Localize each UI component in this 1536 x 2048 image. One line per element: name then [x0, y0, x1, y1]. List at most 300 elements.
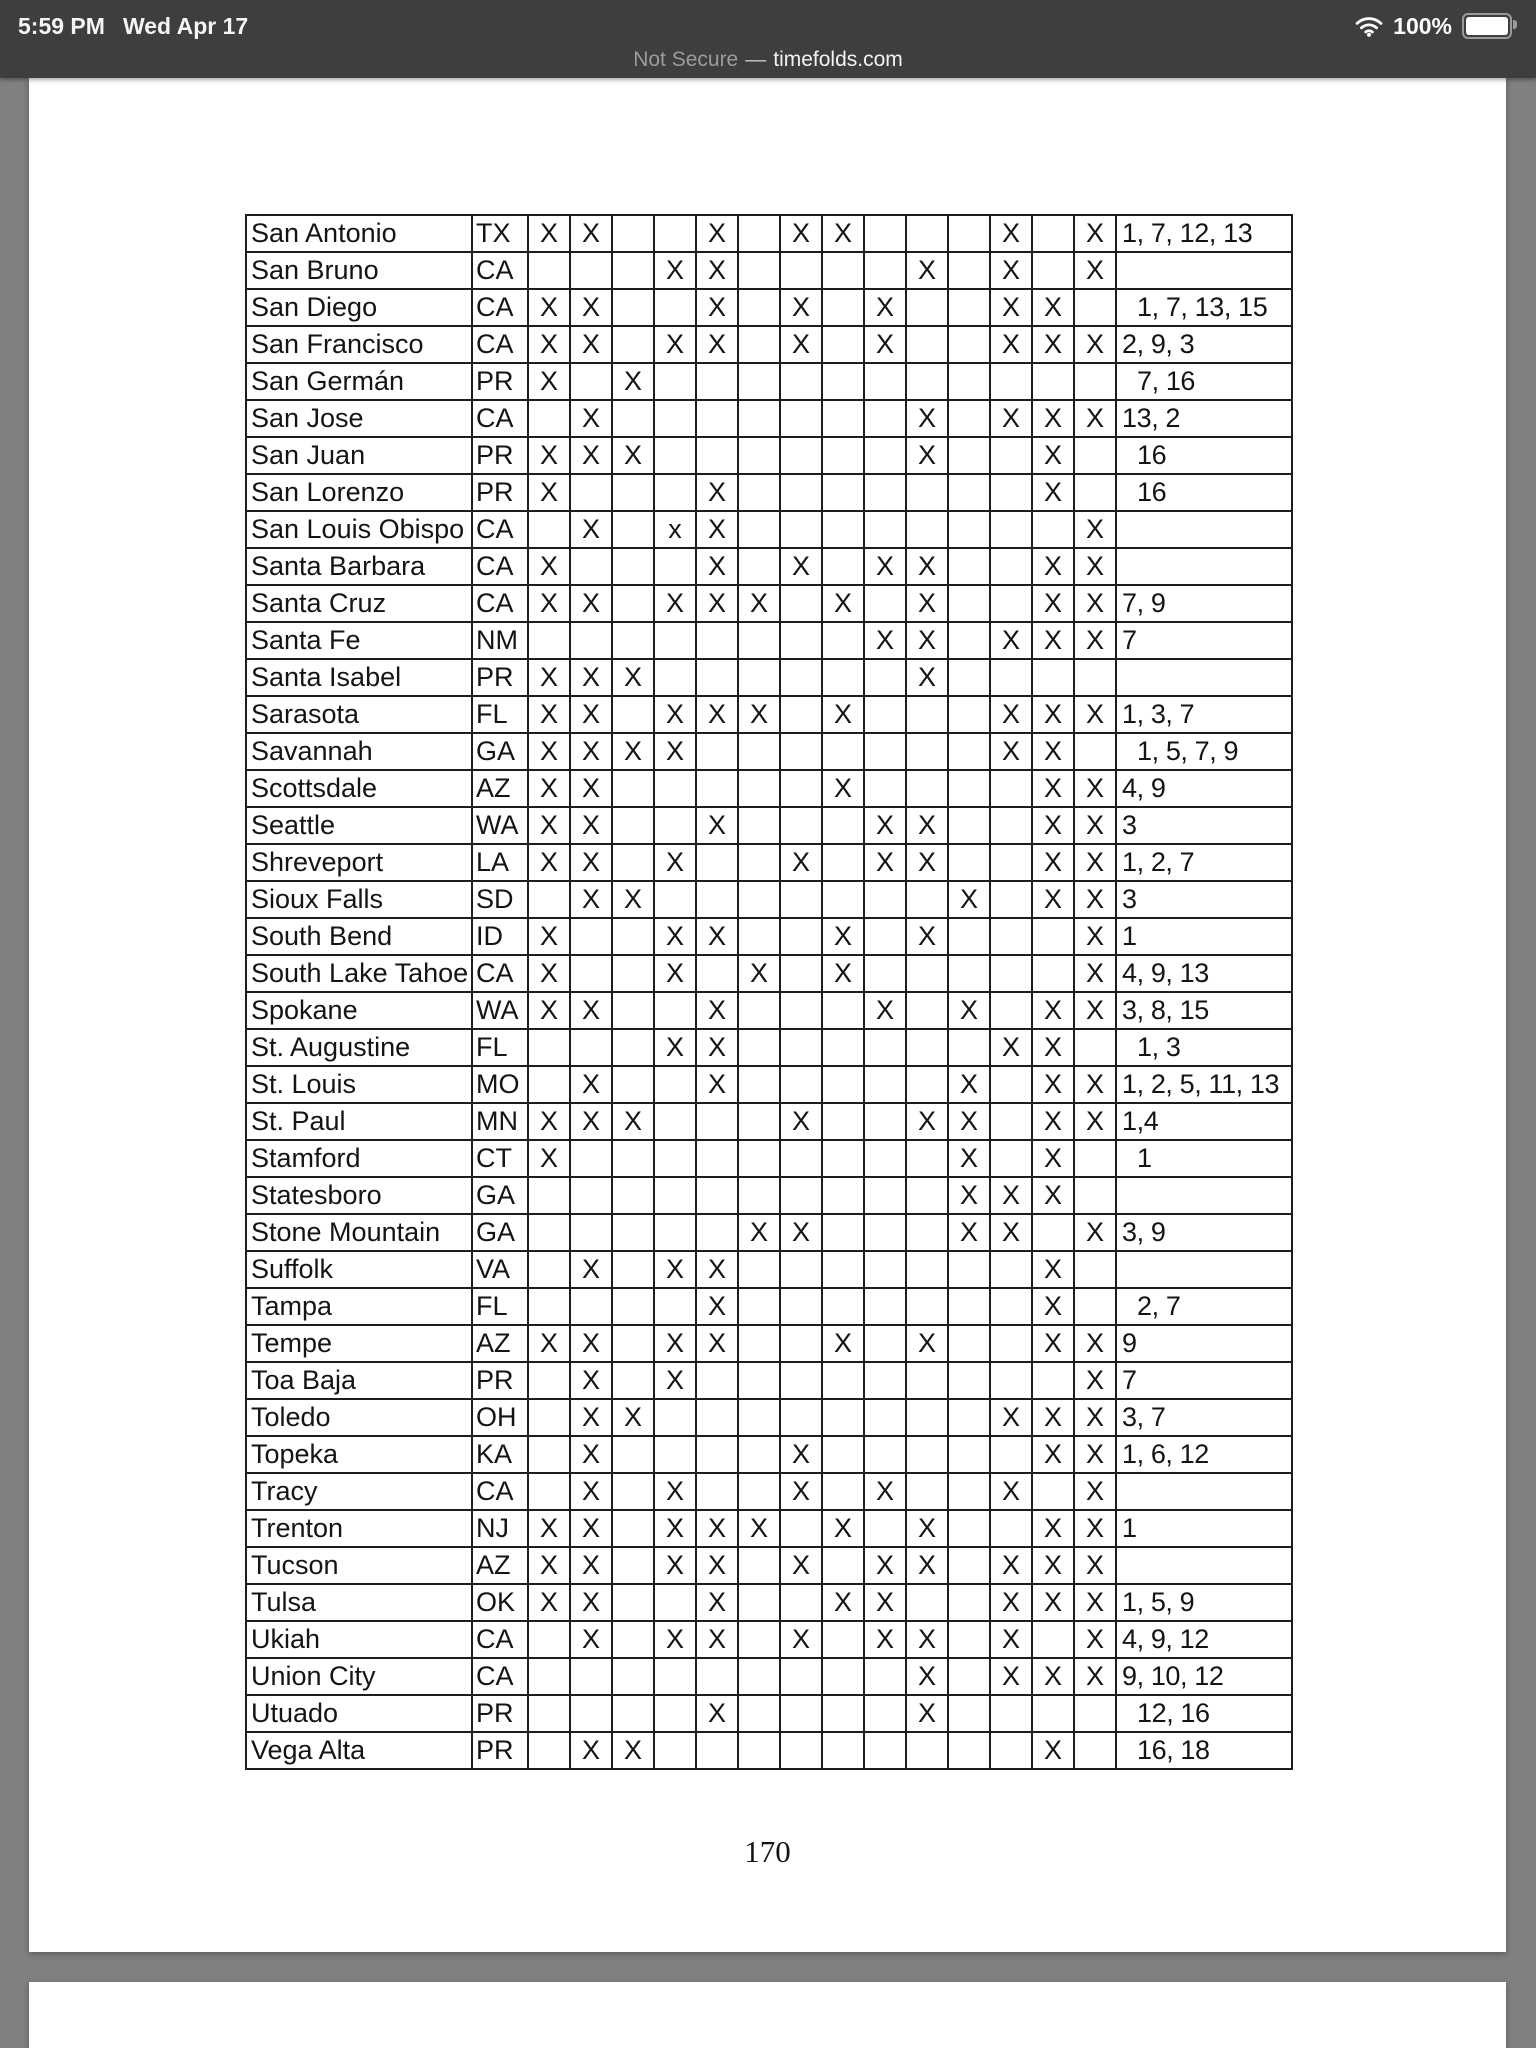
mark-cell-8 — [822, 1066, 864, 1103]
mark-cell-12 — [990, 918, 1032, 955]
mark-cell-2 — [570, 1695, 612, 1732]
table-row — [246, 696, 1292, 733]
mark-cell-1: X — [528, 696, 570, 733]
mark-cell-7: X — [780, 289, 822, 326]
mark-cell-5: X — [696, 215, 738, 252]
mark-cell-1: X — [528, 1584, 570, 1621]
city-cell: Seattle — [246, 807, 472, 844]
mark-cell-10: X — [906, 437, 948, 474]
numbers-cell — [1116, 1177, 1292, 1214]
mark-cell-13 — [1032, 215, 1074, 252]
mark-cell-5 — [696, 1658, 738, 1695]
mark-cell-4 — [654, 1436, 696, 1473]
mark-cell-4 — [654, 881, 696, 918]
numbers-cell — [1116, 548, 1292, 585]
mark-cell-13: X — [1032, 1325, 1074, 1362]
mark-cell-13: X — [1032, 1658, 1074, 1695]
mark-cell-14: X — [1074, 992, 1116, 1029]
mark-cell-11 — [948, 844, 990, 881]
mark-cell-13: X — [1032, 696, 1074, 733]
document-page — [29, 78, 1506, 1952]
mark-cell-14: X — [1074, 215, 1116, 252]
state-cell: MO — [472, 1066, 528, 1103]
mark-cell-11 — [948, 1621, 990, 1658]
mark-cell-14 — [1074, 1140, 1116, 1177]
mark-cell-3 — [612, 1288, 654, 1325]
mark-cell-3: X — [612, 881, 654, 918]
city-cell: South Bend — [246, 918, 472, 955]
city-cell: Tucson — [246, 1547, 472, 1584]
mark-cell-7 — [780, 733, 822, 770]
mark-cell-14: X — [1074, 955, 1116, 992]
numbers-cell: 3 — [1116, 807, 1292, 844]
mark-cell-1: X — [528, 807, 570, 844]
numbers-cell: 7, 16 — [1116, 363, 1292, 400]
table-row — [246, 511, 1292, 548]
mark-cell-11 — [948, 548, 990, 585]
mark-cell-11: X — [948, 992, 990, 1029]
mark-cell-3 — [612, 1177, 654, 1214]
mark-cell-3 — [612, 770, 654, 807]
numbers-cell: 1 — [1116, 1510, 1292, 1547]
mark-cell-3: X — [612, 1732, 654, 1769]
table-row — [246, 1473, 1292, 1510]
mark-cell-4: X — [654, 1029, 696, 1066]
mark-cell-1: X — [528, 1510, 570, 1547]
mark-cell-12 — [990, 548, 1032, 585]
mark-cell-1 — [528, 400, 570, 437]
mark-cell-14 — [1074, 1695, 1116, 1732]
mark-cell-13: X — [1032, 1510, 1074, 1547]
mark-cell-3 — [612, 252, 654, 289]
mark-cell-13: X — [1032, 474, 1074, 511]
mark-cell-9 — [864, 215, 906, 252]
mark-cell-11 — [948, 1029, 990, 1066]
mark-cell-8 — [822, 511, 864, 548]
mark-cell-7: X — [780, 1436, 822, 1473]
city-cell: Suffolk — [246, 1251, 472, 1288]
mark-cell-10: X — [906, 548, 948, 585]
mark-cell-1: X — [528, 1103, 570, 1140]
mark-cell-12 — [990, 1436, 1032, 1473]
mark-cell-10 — [906, 1251, 948, 1288]
mark-cell-6: X — [738, 1510, 780, 1547]
city-cell: Ukiah — [246, 1621, 472, 1658]
city-cell: Stone Mountain — [246, 1214, 472, 1251]
mark-cell-3 — [612, 585, 654, 622]
mark-cell-9: X — [864, 622, 906, 659]
mark-cell-5 — [696, 844, 738, 881]
mark-cell-3 — [612, 1214, 654, 1251]
top-chrome — [0, 0, 1536, 78]
mark-cell-4 — [654, 1066, 696, 1103]
mark-cell-9 — [864, 1251, 906, 1288]
mark-cell-4: X — [654, 918, 696, 955]
mark-cell-12: X — [990, 1399, 1032, 1436]
security-label: Not Secure — [633, 48, 739, 71]
mark-cell-5: X — [696, 1066, 738, 1103]
state-cell: PR — [472, 363, 528, 400]
mark-cell-6: X — [738, 585, 780, 622]
mark-cell-9 — [864, 1325, 906, 1362]
mark-cell-13: X — [1032, 437, 1074, 474]
mark-cell-3 — [612, 1584, 654, 1621]
next-page-preview — [29, 1982, 1506, 2048]
city-cell: San Diego — [246, 289, 472, 326]
mark-cell-14: X — [1074, 252, 1116, 289]
mark-cell-12: X — [990, 289, 1032, 326]
mark-cell-12 — [990, 1066, 1032, 1103]
mark-cell-10 — [906, 363, 948, 400]
mark-cell-5 — [696, 1436, 738, 1473]
mark-cell-9 — [864, 252, 906, 289]
mark-cell-9 — [864, 437, 906, 474]
mark-cell-7 — [780, 918, 822, 955]
city-cell: Utuado — [246, 1695, 472, 1732]
mark-cell-14: X — [1074, 1214, 1116, 1251]
mark-cell-1: X — [528, 215, 570, 252]
mark-cell-10: X — [906, 252, 948, 289]
mark-cell-6 — [738, 252, 780, 289]
mark-cell-1: X — [528, 1547, 570, 1584]
mark-cell-12 — [990, 1140, 1032, 1177]
table-row — [246, 326, 1292, 363]
mark-cell-2: X — [570, 659, 612, 696]
city-cell: Santa Cruz — [246, 585, 472, 622]
mark-cell-11 — [948, 1732, 990, 1769]
table-row — [246, 1658, 1292, 1695]
mark-cell-2: X — [570, 992, 612, 1029]
table-row — [246, 992, 1292, 1029]
mark-cell-14 — [1074, 733, 1116, 770]
table-row — [246, 289, 1292, 326]
mark-cell-11 — [948, 622, 990, 659]
mark-cell-8 — [822, 1177, 864, 1214]
status-left — [18, 13, 248, 40]
mark-cell-11 — [948, 918, 990, 955]
mark-cell-4 — [654, 548, 696, 585]
mark-cell-1 — [528, 1436, 570, 1473]
mark-cell-13: X — [1032, 1288, 1074, 1325]
mark-cell-14: X — [1074, 1658, 1116, 1695]
mark-cell-1 — [528, 1732, 570, 1769]
mark-cell-8 — [822, 252, 864, 289]
mark-cell-3 — [612, 400, 654, 437]
mark-cell-7 — [780, 1399, 822, 1436]
mark-cell-14: X — [1074, 918, 1116, 955]
status-date: Wed Apr 17 — [122, 12, 249, 39]
mark-cell-6 — [738, 770, 780, 807]
mark-cell-9 — [864, 1288, 906, 1325]
mark-cell-9 — [864, 585, 906, 622]
city-cell: Sarasota — [246, 696, 472, 733]
mark-cell-12 — [990, 1695, 1032, 1732]
numbers-cell: 3 — [1116, 881, 1292, 918]
mark-cell-5: X — [696, 289, 738, 326]
state-cell: VA — [472, 1251, 528, 1288]
mark-cell-7 — [780, 511, 822, 548]
mark-cell-14 — [1074, 363, 1116, 400]
state-cell: CA — [472, 289, 528, 326]
mark-cell-2: X — [570, 1325, 612, 1362]
state-cell: CA — [472, 511, 528, 548]
mark-cell-9 — [864, 1399, 906, 1436]
state-cell: ID — [472, 918, 528, 955]
mark-cell-10 — [906, 1399, 948, 1436]
mark-cell-12 — [990, 1251, 1032, 1288]
mark-cell-14: X — [1074, 696, 1116, 733]
mark-cell-7 — [780, 770, 822, 807]
mark-cell-12: X — [990, 1584, 1032, 1621]
mark-cell-4 — [654, 437, 696, 474]
mark-cell-13: X — [1032, 1140, 1074, 1177]
state-cell: AZ — [472, 1547, 528, 1584]
mark-cell-4 — [654, 474, 696, 511]
mark-cell-14: X — [1074, 1621, 1116, 1658]
mark-cell-6 — [738, 807, 780, 844]
mark-cell-9: X — [864, 807, 906, 844]
state-cell: WA — [472, 807, 528, 844]
mark-cell-7: X — [780, 844, 822, 881]
mark-cell-4 — [654, 1584, 696, 1621]
mark-cell-8 — [822, 326, 864, 363]
mark-cell-9 — [864, 696, 906, 733]
document-scroll-area[interactable] — [0, 78, 1536, 2048]
mark-cell-5: X — [696, 252, 738, 289]
city-cell: San Juan — [246, 437, 472, 474]
mark-cell-13: X — [1032, 1251, 1074, 1288]
mark-cell-1: X — [528, 844, 570, 881]
city-cell: St. Louis — [246, 1066, 472, 1103]
mark-cell-6 — [738, 1547, 780, 1584]
mark-cell-1 — [528, 1695, 570, 1732]
mark-cell-13: X — [1032, 1547, 1074, 1584]
table-row — [246, 733, 1292, 770]
mark-cell-3 — [612, 1029, 654, 1066]
mark-cell-9: X — [864, 992, 906, 1029]
state-cell: PR — [472, 1362, 528, 1399]
mark-cell-13 — [1032, 1214, 1074, 1251]
mark-cell-5: X — [696, 1584, 738, 1621]
mark-cell-8 — [822, 289, 864, 326]
numbers-cell: 1, 7, 12, 13 — [1116, 215, 1292, 252]
mark-cell-8 — [822, 992, 864, 1029]
mark-cell-1: X — [528, 918, 570, 955]
mark-cell-2 — [570, 1658, 612, 1695]
mark-cell-11 — [948, 1658, 990, 1695]
mark-cell-11 — [948, 1473, 990, 1510]
mark-cell-8 — [822, 1695, 864, 1732]
mark-cell-10: X — [906, 844, 948, 881]
mark-cell-7 — [780, 807, 822, 844]
numbers-cell: 12, 16 — [1116, 1695, 1292, 1732]
mark-cell-3 — [612, 1658, 654, 1695]
mark-cell-8 — [822, 622, 864, 659]
mark-cell-12: X — [990, 1621, 1032, 1658]
mark-cell-5: X — [696, 1510, 738, 1547]
mark-cell-10: X — [906, 918, 948, 955]
mark-cell-10: X — [906, 807, 948, 844]
mark-cell-7 — [780, 585, 822, 622]
mark-cell-2 — [570, 252, 612, 289]
mark-cell-9: X — [864, 326, 906, 363]
state-cell: NJ — [472, 1510, 528, 1547]
city-cell: Tempe — [246, 1325, 472, 1362]
mark-cell-2: X — [570, 1251, 612, 1288]
mark-cell-4 — [654, 215, 696, 252]
mark-cell-3 — [612, 1436, 654, 1473]
mark-cell-13: X — [1032, 585, 1074, 622]
mark-cell-13: X — [1032, 1103, 1074, 1140]
mark-cell-4 — [654, 807, 696, 844]
mark-cell-8 — [822, 1658, 864, 1695]
mark-cell-13: X — [1032, 733, 1074, 770]
city-cell: Trenton — [246, 1510, 472, 1547]
mark-cell-11 — [948, 326, 990, 363]
numbers-cell: 1, 5, 7, 9 — [1116, 733, 1292, 770]
mark-cell-9 — [864, 1695, 906, 1732]
mark-cell-11: X — [948, 1103, 990, 1140]
state-cell: OH — [472, 1399, 528, 1436]
mark-cell-9: X — [864, 1473, 906, 1510]
mark-cell-9: X — [864, 548, 906, 585]
mark-cell-13: X — [1032, 1029, 1074, 1066]
mark-cell-14: X — [1074, 881, 1116, 918]
mark-cell-4: X — [654, 1473, 696, 1510]
mark-cell-6 — [738, 918, 780, 955]
numbers-cell: 1, 2, 5, 11, 13 — [1116, 1066, 1292, 1103]
mark-cell-12 — [990, 770, 1032, 807]
mark-cell-2: X — [570, 1436, 612, 1473]
mark-cell-3 — [612, 1695, 654, 1732]
mark-cell-2: X — [570, 1362, 612, 1399]
mark-cell-11 — [948, 1251, 990, 1288]
mark-cell-6 — [738, 548, 780, 585]
numbers-cell — [1116, 1547, 1292, 1584]
state-cell: GA — [472, 1177, 528, 1214]
mark-cell-5: X — [696, 1547, 738, 1584]
mark-cell-8: X — [822, 215, 864, 252]
mark-cell-5 — [696, 437, 738, 474]
mark-cell-3 — [612, 511, 654, 548]
mark-cell-4 — [654, 622, 696, 659]
mark-cell-1: X — [528, 289, 570, 326]
mark-cell-1 — [528, 1214, 570, 1251]
mark-cell-12 — [990, 1288, 1032, 1325]
mark-cell-11 — [948, 659, 990, 696]
mark-cell-5: X — [696, 1695, 738, 1732]
numbers-cell: 9, 10, 12 — [1116, 1658, 1292, 1695]
mark-cell-11 — [948, 770, 990, 807]
mark-cell-1 — [528, 1029, 570, 1066]
mark-cell-2 — [570, 474, 612, 511]
table-row — [246, 548, 1292, 585]
table-row — [246, 585, 1292, 622]
state-cell: PR — [472, 437, 528, 474]
mark-cell-8: X — [822, 1325, 864, 1362]
mark-cell-6 — [738, 1621, 780, 1658]
table-row — [246, 918, 1292, 955]
mark-cell-7 — [780, 1584, 822, 1621]
mark-cell-13 — [1032, 252, 1074, 289]
mark-cell-5: X — [696, 326, 738, 363]
mark-cell-8 — [822, 1251, 864, 1288]
mark-cell-9: X — [864, 1621, 906, 1658]
mark-cell-5: X — [696, 696, 738, 733]
mark-cell-9: X — [864, 1584, 906, 1621]
state-cell: MN — [472, 1103, 528, 1140]
mark-cell-14: X — [1074, 1325, 1116, 1362]
mark-cell-9 — [864, 1362, 906, 1399]
mark-cell-11 — [948, 585, 990, 622]
mark-cell-12 — [990, 1732, 1032, 1769]
url-bar[interactable] — [0, 44, 1536, 76]
mark-cell-1 — [528, 1288, 570, 1325]
table-row — [246, 1732, 1292, 1769]
mark-cell-11: X — [948, 1140, 990, 1177]
mark-cell-10: X — [906, 1658, 948, 1695]
mark-cell-6 — [738, 622, 780, 659]
mark-cell-14: X — [1074, 770, 1116, 807]
numbers-cell — [1116, 659, 1292, 696]
mark-cell-4: X — [654, 1362, 696, 1399]
mark-cell-3: X — [612, 363, 654, 400]
mark-cell-1 — [528, 1473, 570, 1510]
mark-cell-8 — [822, 1029, 864, 1066]
mark-cell-6 — [738, 659, 780, 696]
mark-cell-3 — [612, 548, 654, 585]
mark-cell-11 — [948, 955, 990, 992]
city-cell: St. Augustine — [246, 1029, 472, 1066]
mark-cell-12 — [990, 844, 1032, 881]
mark-cell-11 — [948, 437, 990, 474]
mark-cell-6: X — [738, 1214, 780, 1251]
mark-cell-4: X — [654, 1510, 696, 1547]
mark-cell-3 — [612, 844, 654, 881]
mark-cell-1 — [528, 881, 570, 918]
state-cell: CA — [472, 1473, 528, 1510]
mark-cell-8 — [822, 659, 864, 696]
table-row — [246, 881, 1292, 918]
clock: 5:59 PM — [18, 12, 105, 39]
table-row — [246, 807, 1292, 844]
mark-cell-2: X — [570, 437, 612, 474]
table-row — [246, 363, 1292, 400]
mark-cell-10 — [906, 1584, 948, 1621]
mark-cell-10: X — [906, 1547, 948, 1584]
state-cell: FL — [472, 1288, 528, 1325]
mark-cell-5: X — [696, 807, 738, 844]
city-cell: Topeka — [246, 1436, 472, 1473]
mark-cell-6 — [738, 1288, 780, 1325]
mark-cell-2 — [570, 548, 612, 585]
mark-cell-10 — [906, 1177, 948, 1214]
city-cell: San Germán — [246, 363, 472, 400]
numbers-cell: 1, 3 — [1116, 1029, 1292, 1066]
mark-cell-12: X — [990, 400, 1032, 437]
mark-cell-7 — [780, 659, 822, 696]
numbers-cell: 4, 9, 13 — [1116, 955, 1292, 992]
mark-cell-2: X — [570, 807, 612, 844]
mark-cell-1 — [528, 1658, 570, 1695]
mark-cell-8 — [822, 807, 864, 844]
mark-cell-11 — [948, 363, 990, 400]
mark-cell-7 — [780, 1658, 822, 1695]
mark-cell-9 — [864, 1140, 906, 1177]
mark-cell-13 — [1032, 1362, 1074, 1399]
numbers-cell: 2, 7 — [1116, 1288, 1292, 1325]
table-row — [246, 770, 1292, 807]
